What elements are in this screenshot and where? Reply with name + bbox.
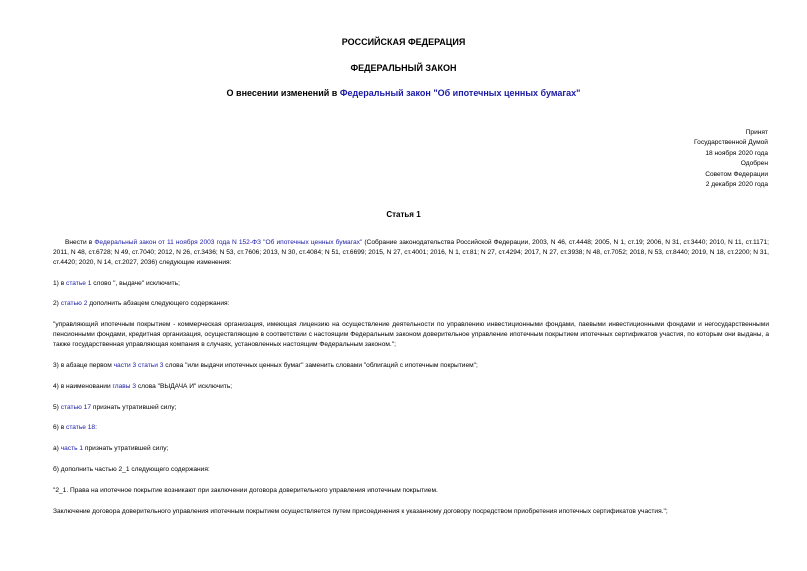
item-4 xyxy=(53,382,232,392)
item-4-text-end: слова "ВЫДАЧА И" исключить; xyxy=(136,383,233,390)
item-2 xyxy=(53,299,229,309)
item-1-link[interactable]: статье 1 xyxy=(66,280,92,287)
item-2-text: 2) xyxy=(53,300,61,307)
federation-heading: РОССИЙСКАЯ ФЕДЕРАЦИЯ xyxy=(341,37,466,47)
item-2-link[interactable]: статью 2 xyxy=(60,300,88,307)
item-1-text: 1) в xyxy=(53,280,67,287)
quote-paragraph: "управляющий ипотечным покрытием - коммерческая организация, имеющая лицензию на осуществление деятельности по управлению инвестиционными фондами, паевыми инвестиционными фондами и негосударственными пенсионными фондами, кредитная организация, осуществляющие в соответствии с настоящим Федеральным законом доверительное управление ипотечным покрытием ипотечных сертификатов участия, по которым они выданы, а также государственная управляющая компания в случаях, установленных настоящим Федеральным законом."; xyxy=(53,321,769,348)
item-3-text: 3) в абзаце первом xyxy=(53,362,114,369)
item-5-link[interactable]: статью 17 xyxy=(60,404,92,411)
intro-rest: (Собрание законодательства Российской Федерации, 2003, N 46, ст.4448; 2005, N 1, ст.19; 2006, N 31, ст.3440; 2010, N 11, ст.1171; 2011, N 48, ст.6728; N 49, ст.7040; 2012, N 26, ст.3436; N 53, ст.7606; 2013, N 30, ст.4084; N 51, ст.6699; 2015, N 27, ст.4001; 2016, N 1, ст.81; N 27, ст.4294; 2017, N 27, ст.3938; N 48, ст.7052; 2018, N 53, ст.8440; 2019, N 18, ст.2200; N 31, ст.4420; 2020, N 14, ст.2027, 2036) следующие изменения: xyxy=(53,239,770,266)
law-title xyxy=(0,88,807,98)
item-4-text: 4) в наименовании xyxy=(53,383,113,390)
item-6 xyxy=(53,423,97,433)
item-2-text-end: дополнить абзацем следующего содержания: xyxy=(87,300,230,307)
item-3 xyxy=(53,361,478,371)
item-6a xyxy=(53,444,168,454)
item-5 xyxy=(53,403,176,413)
law-type-heading: ФЕДЕРАЛЬНЫЙ ЗАКОН xyxy=(350,63,457,73)
acceptance-line: 18 ноября 2020 года xyxy=(705,149,768,157)
law-title-link[interactable]: Федеральный закон "Об ипотечных ценных бумагах" xyxy=(339,88,581,98)
item-3-link[interactable]: части 3 статьи 3 xyxy=(113,362,164,369)
acceptance-line: Принят xyxy=(745,129,768,136)
item-6a-link[interactable]: часть 1 xyxy=(60,445,84,452)
quote-3: Заключение договора доверительного управления ипотечным покрытием осуществляется путем присоединения к указанному договору посредством приобретения ипотечных сертификатов участия."; xyxy=(53,508,668,515)
quote-2: "2_1. Права на ипотечное покрытие возникают при заключении договора доверительного управления ипотечным покрытием. xyxy=(53,487,438,494)
acceptance-line: 2 декабря 2020 года xyxy=(705,181,768,189)
article-title: Статья 1 xyxy=(386,210,421,219)
item-1 xyxy=(53,279,180,289)
intro-paragraph xyxy=(53,238,769,267)
intro-prefix: Внести в xyxy=(65,239,95,246)
item-6-text: 6) в xyxy=(53,424,67,431)
acceptance-block xyxy=(694,128,768,190)
acceptance-line: Одобрен xyxy=(740,160,768,168)
item-5-text-end: признать утратившей силу; xyxy=(91,404,177,411)
intro-law-link[interactable]: Федеральный закон от 11 ноября 2003 года N 152-ФЗ "Об ипотечных ценных бумагах" xyxy=(94,239,363,246)
acceptance-line: Советом Федерации xyxy=(705,170,768,178)
item-6a-text-end: признать утратившей силу; xyxy=(83,445,169,452)
item-5-text: 5) xyxy=(53,404,61,411)
item-6a-text: а) xyxy=(53,445,61,452)
item-6b: б) дополнить частью 2_1 следующего содержания: xyxy=(53,466,210,473)
acceptance-line: Государственной Думой xyxy=(694,139,768,147)
item-3-text-end: слова "или выдачи ипотечных ценных бумаг" заменить словами "облигаций с ипотечным покрытием"; xyxy=(163,362,478,369)
item-1-text-end: слово ", выдаче" исключить; xyxy=(91,280,180,287)
item-6-link[interactable]: статье 18 xyxy=(66,424,96,431)
law-title-prefix: О внесении изменений в xyxy=(226,88,340,98)
item-4-link[interactable]: главы 3 xyxy=(112,383,136,390)
item-6-text-end: : xyxy=(95,424,97,431)
